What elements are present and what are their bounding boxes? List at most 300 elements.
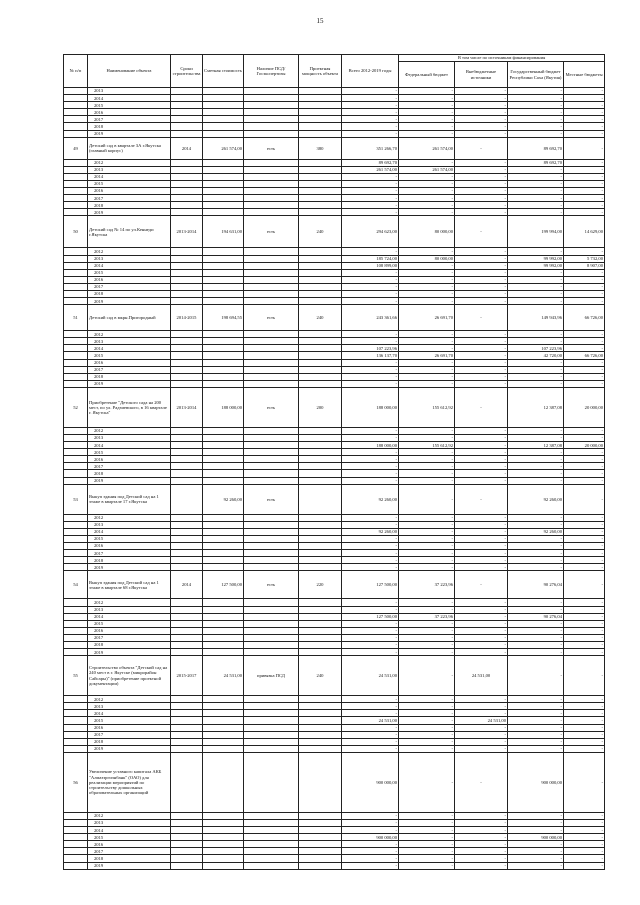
year-row	[64, 543, 605, 550]
value-extra: -	[455, 820, 508, 827]
empty-cell	[244, 599, 299, 606]
object-period: 2014-2015	[171, 305, 203, 331]
value-regional: -	[508, 102, 564, 109]
value-local: -	[564, 620, 605, 627]
object-federal: -	[399, 656, 455, 696]
year: 2018	[88, 290, 171, 297]
value-regional: -	[508, 855, 564, 862]
empty-cell	[203, 159, 244, 166]
value-total: 92 260,00	[342, 528, 399, 535]
empty-cell	[171, 102, 203, 109]
value-total: -	[342, 606, 399, 613]
empty-cell	[244, 188, 299, 195]
object-capacity: 240	[299, 216, 342, 248]
value-regional: -	[508, 188, 564, 195]
empty-cell	[171, 710, 203, 717]
value-federal: -	[399, 102, 455, 109]
value-regional: -	[508, 599, 564, 606]
empty-cell	[171, 703, 203, 710]
value-total: -	[342, 123, 399, 130]
empty-cell	[203, 696, 244, 703]
value-total: -	[342, 812, 399, 819]
object-psd: есть	[244, 387, 299, 427]
year-row	[64, 373, 605, 380]
value-extra: -	[455, 634, 508, 641]
empty-cell	[244, 159, 299, 166]
object-local: -	[564, 137, 605, 159]
value-federal: -	[399, 855, 455, 862]
empty-cell	[171, 528, 203, 535]
year-row	[64, 298, 605, 305]
year: 2019	[88, 130, 171, 137]
value-total: -	[342, 738, 399, 745]
value-local: -	[564, 95, 605, 102]
value-regional: -	[508, 724, 564, 731]
value-local: -	[564, 710, 605, 717]
year-row	[64, 745, 605, 752]
empty-cell	[299, 95, 342, 102]
empty-cell	[203, 202, 244, 209]
value-extra: -	[455, 380, 508, 387]
value-regional: -	[508, 269, 564, 276]
value-extra: -	[455, 123, 508, 130]
empty-cell	[64, 331, 88, 338]
object-local: 66 726,00	[564, 305, 605, 331]
value-total: -	[342, 745, 399, 752]
empty-cell	[171, 123, 203, 130]
year-row	[64, 649, 605, 656]
empty-cell	[244, 703, 299, 710]
value-total: -	[342, 116, 399, 123]
empty-cell	[203, 463, 244, 470]
value-federal: -	[399, 109, 455, 116]
year: 2015	[88, 620, 171, 627]
empty-cell	[171, 173, 203, 180]
financing-table	[63, 54, 605, 870]
empty-cell	[244, 613, 299, 620]
object-regional: 92 260,00	[508, 484, 564, 514]
year-row	[64, 109, 605, 116]
value-regional: -	[508, 373, 564, 380]
value-local: -	[564, 848, 605, 855]
value-federal: -	[399, 812, 455, 819]
empty-cell	[64, 564, 88, 571]
object-regional: 90 276,04	[508, 571, 564, 599]
value-federal: -	[399, 731, 455, 738]
value-federal: -	[399, 248, 455, 255]
empty-cell	[299, 188, 342, 195]
value-local: 20 000,00	[564, 442, 605, 449]
value-total: -	[342, 599, 399, 606]
object-local: -	[564, 484, 605, 514]
year: 2018	[88, 738, 171, 745]
value-regional: -	[508, 290, 564, 297]
col-regional: Государственный бюджет Республики Саха (Якутия)	[508, 62, 564, 88]
value-local: -	[564, 166, 605, 173]
value-regional: 107 223,96	[508, 345, 564, 352]
empty-cell	[299, 195, 342, 202]
value-regional: 900 000,00	[508, 834, 564, 841]
empty-cell	[203, 827, 244, 834]
year: 2018	[88, 202, 171, 209]
empty-cell	[171, 731, 203, 738]
value-total: -	[342, 180, 399, 187]
value-federal: 261 574,00	[399, 166, 455, 173]
value-extra: -	[455, 827, 508, 834]
object-row	[64, 656, 605, 696]
empty-cell	[171, 745, 203, 752]
empty-cell	[244, 359, 299, 366]
value-extra: -	[455, 710, 508, 717]
empty-cell	[203, 812, 244, 819]
empty-cell	[64, 359, 88, 366]
value-extra: -	[455, 606, 508, 613]
value-extra: -	[455, 456, 508, 463]
year: 2016	[88, 543, 171, 550]
year-row	[64, 262, 605, 269]
empty-cell	[299, 338, 342, 345]
year-row	[64, 102, 605, 109]
empty-cell	[203, 855, 244, 862]
year: 2012	[88, 248, 171, 255]
value-federal: -	[399, 159, 455, 166]
empty-cell	[299, 209, 342, 216]
value-total: 261 574,00	[342, 166, 399, 173]
value-regional: -	[508, 649, 564, 656]
object-number: 55	[64, 656, 88, 696]
year-row	[64, 290, 605, 297]
year-row	[64, 366, 605, 373]
year: 2017	[88, 463, 171, 470]
empty-cell	[244, 209, 299, 216]
year-row	[64, 166, 605, 173]
value-regional: -	[508, 209, 564, 216]
empty-cell	[64, 463, 88, 470]
value-total: -	[342, 88, 399, 95]
object-extra: -	[455, 387, 508, 427]
value-regional: -	[508, 564, 564, 571]
value-regional: -	[508, 634, 564, 641]
empty-cell	[203, 173, 244, 180]
value-total: 185 724,00	[342, 255, 399, 262]
empty-cell	[203, 564, 244, 571]
empty-cell	[299, 130, 342, 137]
empty-cell	[203, 366, 244, 373]
empty-cell	[64, 731, 88, 738]
object-federal: -	[399, 752, 455, 812]
empty-cell	[203, 345, 244, 352]
value-regional: -	[508, 366, 564, 373]
year-row	[64, 352, 605, 359]
value-local: -	[564, 435, 605, 442]
empty-cell	[299, 738, 342, 745]
value-total: -	[342, 463, 399, 470]
empty-cell	[64, 166, 88, 173]
object-name: Увеличение уставного капитала АКБ "Алмазэргиэнбанк" (ОАО) для реализации мероприятий по строительству дошкольных образовательных организаций	[88, 752, 171, 812]
empty-cell	[299, 550, 342, 557]
empty-cell	[299, 442, 342, 449]
value-local: 8 907,00	[564, 262, 605, 269]
empty-cell	[244, 521, 299, 528]
value-extra: -	[455, 731, 508, 738]
year-row	[64, 620, 605, 627]
object-federal: 80 000,00	[399, 216, 455, 248]
empty-cell	[299, 848, 342, 855]
empty-cell	[244, 717, 299, 724]
empty-cell	[244, 463, 299, 470]
empty-cell	[203, 130, 244, 137]
empty-cell	[171, 255, 203, 262]
value-local: -	[564, 641, 605, 648]
value-local: -	[564, 820, 605, 827]
value-local: -	[564, 599, 605, 606]
year: 2019	[88, 209, 171, 216]
empty-cell	[171, 848, 203, 855]
empty-cell	[244, 109, 299, 116]
object-row	[64, 387, 605, 427]
year: 2012	[88, 331, 171, 338]
year-row	[64, 283, 605, 290]
year: 2018	[88, 855, 171, 862]
year: 2015	[88, 535, 171, 542]
object-federal: 155 612,92	[399, 387, 455, 427]
object-number: 53	[64, 484, 88, 514]
empty-cell	[203, 724, 244, 731]
value-total: -	[342, 848, 399, 855]
value-regional: 92 260,00	[508, 528, 564, 535]
empty-cell	[299, 703, 342, 710]
value-local: -	[564, 338, 605, 345]
value-total: -	[342, 331, 399, 338]
empty-cell	[64, 543, 88, 550]
year-row	[64, 599, 605, 606]
year: 2015	[88, 102, 171, 109]
value-total: -	[342, 298, 399, 305]
value-extra: -	[455, 345, 508, 352]
empty-cell	[244, 827, 299, 834]
empty-cell	[244, 290, 299, 297]
value-local: -	[564, 841, 605, 848]
year: 2014	[88, 613, 171, 620]
empty-cell	[244, 366, 299, 373]
empty-cell	[299, 380, 342, 387]
object-total: 294 623,00	[342, 216, 399, 248]
value-total: -	[342, 634, 399, 641]
empty-cell	[203, 255, 244, 262]
empty-cell	[203, 435, 244, 442]
empty-cell	[64, 195, 88, 202]
empty-cell	[64, 449, 88, 456]
year: 2014	[88, 710, 171, 717]
value-local: -	[564, 470, 605, 477]
year: 2018	[88, 123, 171, 130]
empty-cell	[244, 116, 299, 123]
year-row	[64, 456, 605, 463]
value-regional: -	[508, 848, 564, 855]
empty-cell	[299, 696, 342, 703]
object-total: 24 531,00	[342, 656, 399, 696]
empty-cell	[64, 373, 88, 380]
empty-cell	[64, 262, 88, 269]
empty-cell	[299, 564, 342, 571]
col-federal: Федеральный бюджет	[399, 62, 455, 88]
value-total: 136 137,70	[342, 352, 399, 359]
value-federal: -	[399, 290, 455, 297]
value-federal: -	[399, 456, 455, 463]
value-extra: -	[455, 862, 508, 869]
empty-cell	[64, 248, 88, 255]
empty-cell	[244, 528, 299, 535]
year-row	[64, 827, 605, 834]
empty-cell	[203, 116, 244, 123]
value-extra: -	[455, 359, 508, 366]
value-extra: -	[455, 641, 508, 648]
empty-cell	[244, 255, 299, 262]
value-local: -	[564, 731, 605, 738]
value-extra: -	[455, 290, 508, 297]
year: 2017	[88, 848, 171, 855]
empty-cell	[203, 95, 244, 102]
year-row	[64, 195, 605, 202]
empty-cell	[299, 159, 342, 166]
value-total: -	[342, 366, 399, 373]
value-extra: -	[455, 449, 508, 456]
empty-cell	[64, 855, 88, 862]
value-regional: -	[508, 627, 564, 634]
object-psd: привязка ПСД	[244, 656, 299, 696]
empty-cell	[64, 366, 88, 373]
value-extra: -	[455, 109, 508, 116]
empty-cell	[203, 442, 244, 449]
empty-cell	[171, 195, 203, 202]
value-federal: -	[399, 427, 455, 434]
value-federal: -	[399, 209, 455, 216]
object-period: 2015-2017	[171, 656, 203, 696]
value-federal: 155 612,92	[399, 442, 455, 449]
year-row	[64, 848, 605, 855]
empty-cell	[64, 427, 88, 434]
object-row	[64, 571, 605, 599]
value-local: -	[564, 359, 605, 366]
value-local: -	[564, 477, 605, 484]
empty-cell	[203, 102, 244, 109]
object-regional: 199 994,00	[508, 216, 564, 248]
empty-cell	[299, 855, 342, 862]
object-cost	[203, 752, 244, 812]
empty-cell	[171, 841, 203, 848]
year: 2015	[88, 717, 171, 724]
empty-cell	[203, 613, 244, 620]
empty-cell	[64, 745, 88, 752]
empty-cell	[244, 380, 299, 387]
value-federal: -	[399, 463, 455, 470]
object-cost: 261 574,00	[203, 137, 244, 159]
empty-cell	[244, 649, 299, 656]
value-local: -	[564, 862, 605, 869]
object-federal: 261 574,00	[399, 137, 455, 159]
year-row	[64, 477, 605, 484]
empty-cell	[64, 173, 88, 180]
object-federal: 37 223,96	[399, 571, 455, 599]
empty-cell	[171, 352, 203, 359]
object-cost: 127 500,00	[203, 571, 244, 599]
empty-cell	[64, 717, 88, 724]
object-regional: 149 943,96	[508, 305, 564, 331]
empty-cell	[299, 102, 342, 109]
year-row	[64, 641, 605, 648]
value-federal: -	[399, 641, 455, 648]
empty-cell	[64, 130, 88, 137]
year: 2013	[88, 606, 171, 613]
value-regional: -	[508, 380, 564, 387]
empty-cell	[171, 724, 203, 731]
value-total: -	[342, 724, 399, 731]
empty-cell	[64, 456, 88, 463]
empty-cell	[64, 641, 88, 648]
value-local: -	[564, 521, 605, 528]
empty-cell	[64, 477, 88, 484]
value-extra: -	[455, 209, 508, 216]
object-number: 52	[64, 387, 88, 427]
value-regional: -	[508, 717, 564, 724]
empty-cell	[171, 159, 203, 166]
value-federal: -	[399, 634, 455, 641]
value-regional: -	[508, 130, 564, 137]
value-total: -	[342, 862, 399, 869]
object-psd: есть	[244, 571, 299, 599]
empty-cell	[171, 463, 203, 470]
object-extra: 24 531,00	[455, 656, 508, 696]
value-total: -	[342, 130, 399, 137]
value-local: -	[564, 724, 605, 731]
empty-cell	[299, 123, 342, 130]
col-sources: В том числе по источникам финансирования	[399, 55, 605, 62]
value-extra: -	[455, 166, 508, 173]
value-local: -	[564, 812, 605, 819]
empty-cell	[244, 202, 299, 209]
value-extra: -	[455, 812, 508, 819]
empty-cell	[244, 449, 299, 456]
value-federal: -	[399, 627, 455, 634]
empty-cell	[64, 710, 88, 717]
empty-cell	[299, 116, 342, 123]
empty-cell	[203, 269, 244, 276]
empty-cell	[299, 827, 342, 834]
value-extra: -	[455, 855, 508, 862]
year: 2014	[88, 827, 171, 834]
empty-cell	[244, 269, 299, 276]
empty-cell	[64, 123, 88, 130]
value-extra: -	[455, 724, 508, 731]
value-total: -	[342, 338, 399, 345]
year-row	[64, 855, 605, 862]
empty-cell	[203, 248, 244, 255]
empty-cell	[203, 620, 244, 627]
year-row	[64, 248, 605, 255]
value-regional: -	[508, 435, 564, 442]
value-local: -	[564, 88, 605, 95]
empty-cell	[244, 620, 299, 627]
value-federal: -	[399, 338, 455, 345]
year-row	[64, 550, 605, 557]
value-federal: -	[399, 745, 455, 752]
value-total: -	[342, 449, 399, 456]
value-extra: -	[455, 366, 508, 373]
empty-cell	[244, 435, 299, 442]
empty-cell	[203, 298, 244, 305]
year-row	[64, 359, 605, 366]
empty-cell	[171, 477, 203, 484]
